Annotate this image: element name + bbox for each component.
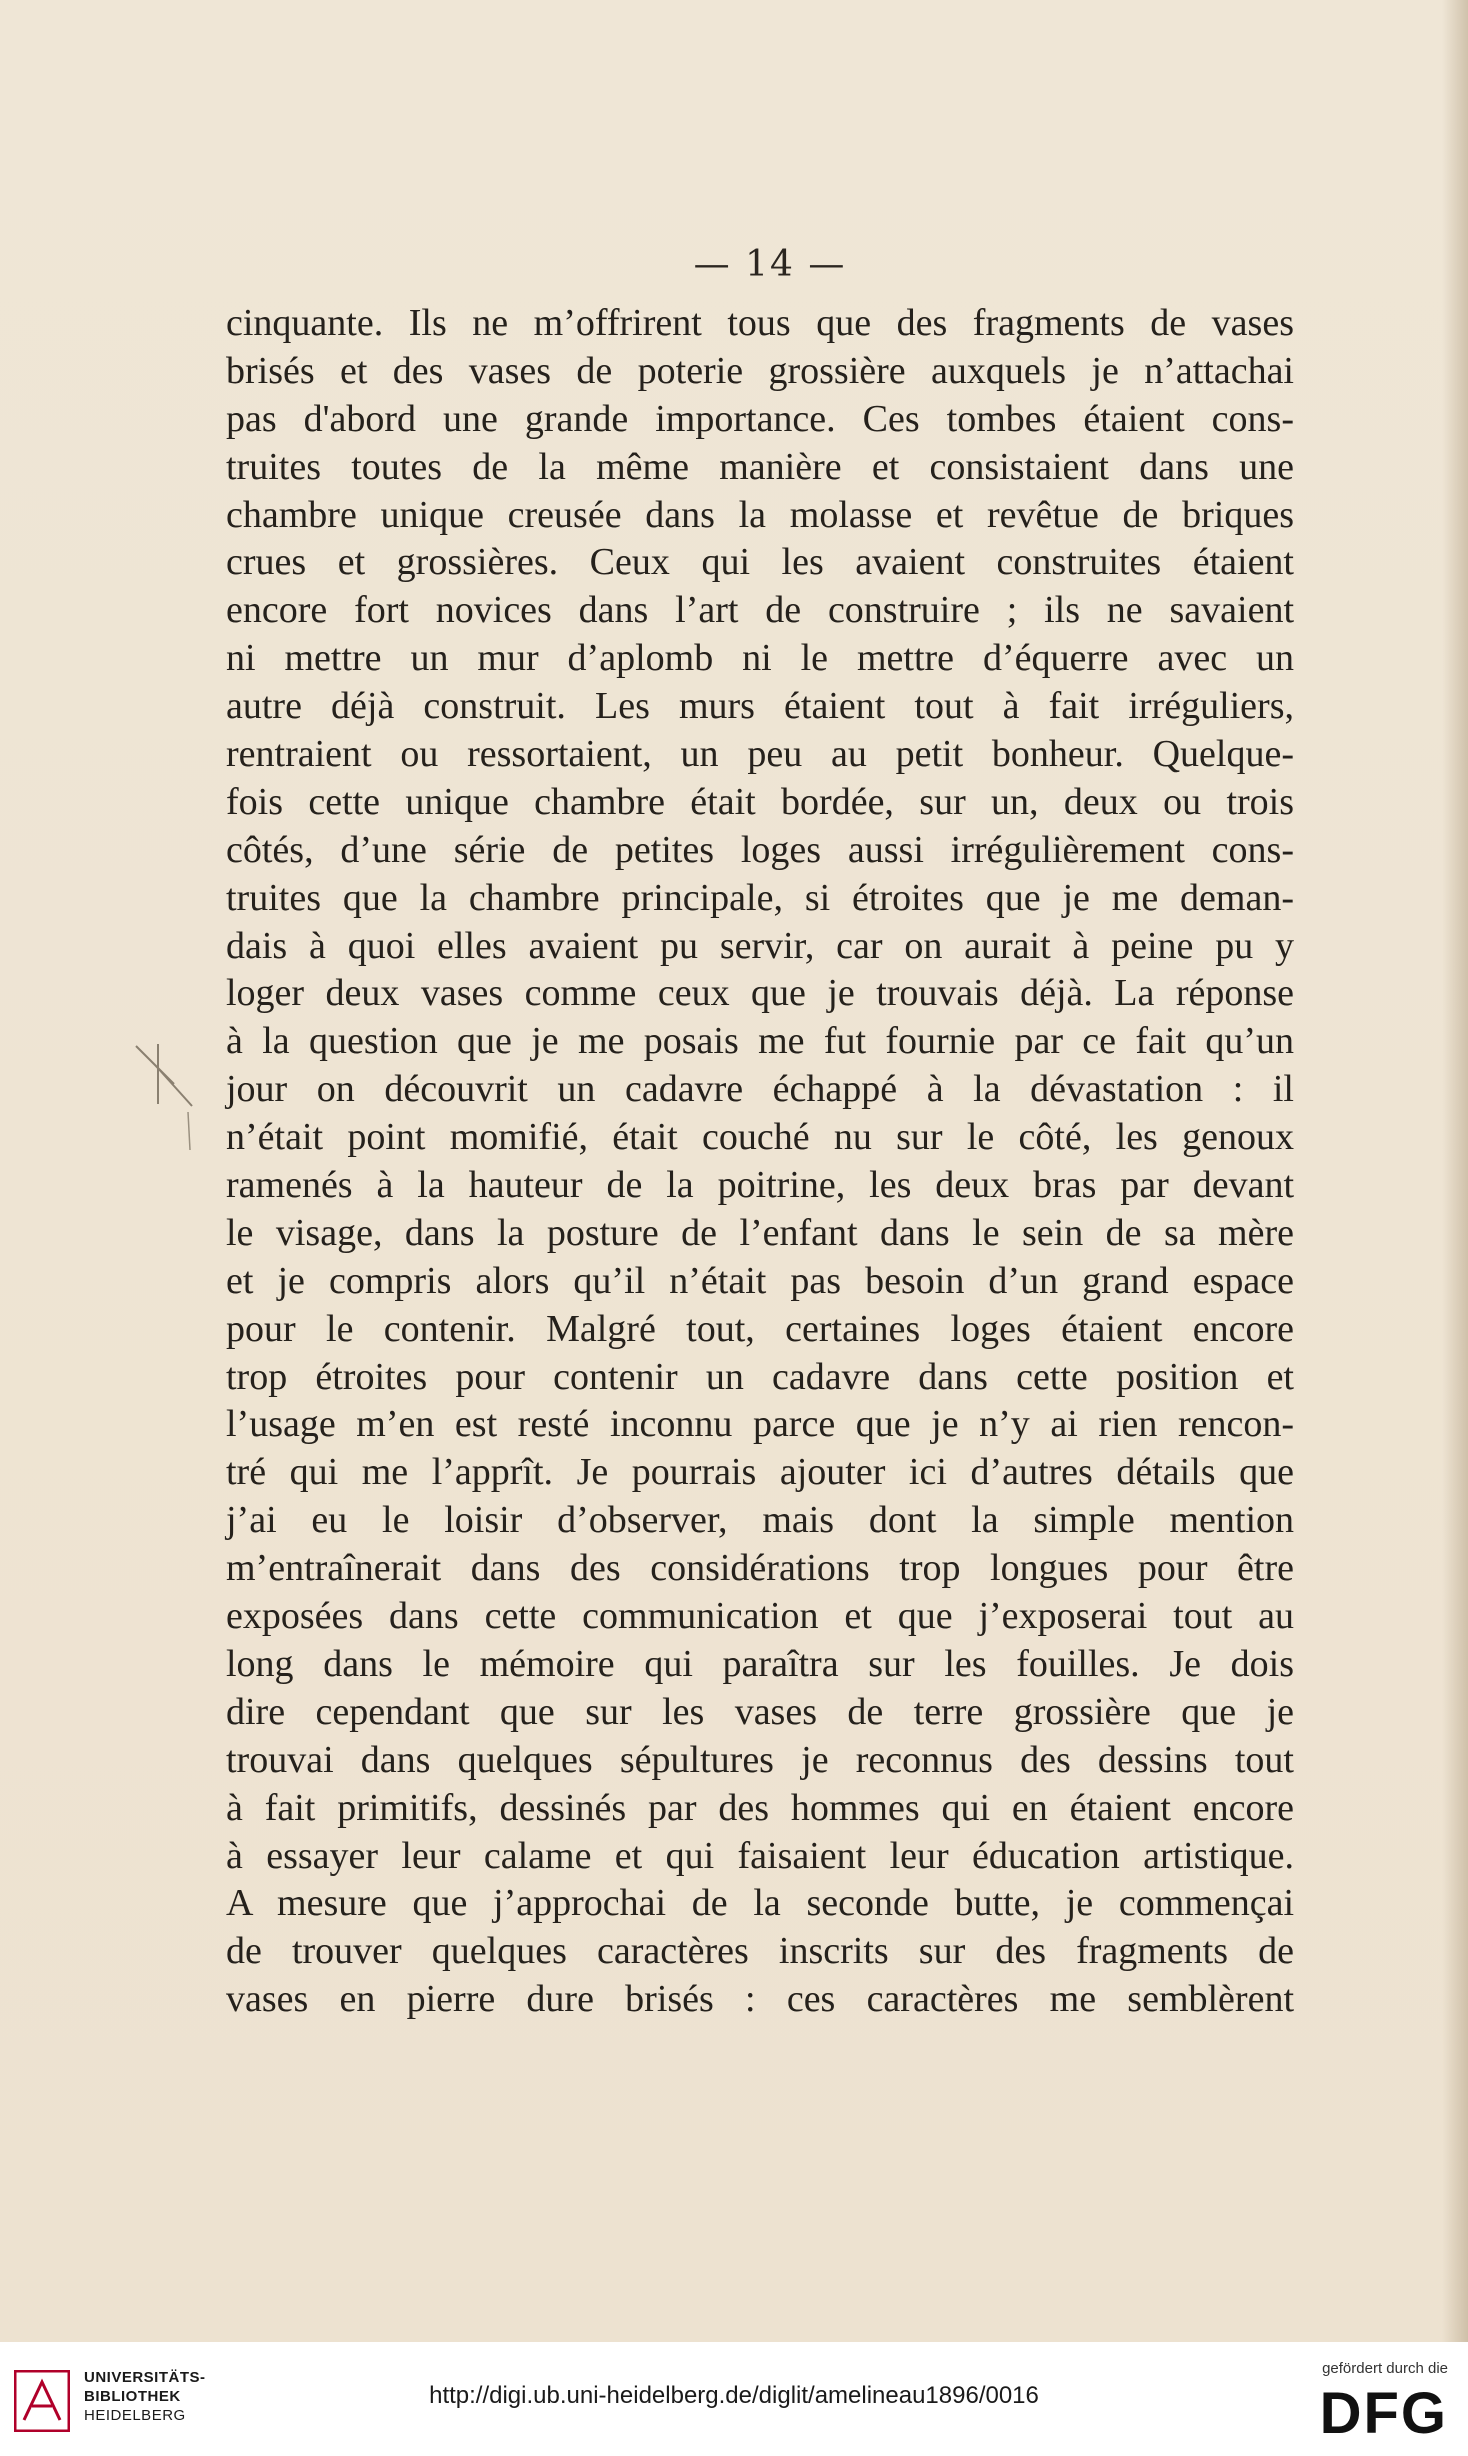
- text-line: cinquante. Ils ne m’offrirent tous que des fragments de vases: [226, 302, 1294, 344]
- text-line: j’ai eu le loisir d’observer, mais dont la simple mention: [226, 1499, 1294, 1542]
- text-line: ramenés à la hauteur de la poitrine, les deux bras par devant: [226, 1164, 1294, 1207]
- text-line: loger deux vases comme ceux que je trouvais déjà. La réponse: [226, 972, 1294, 1015]
- text-line: jour on découvrit un cadavre échappé à la dévastation : il: [226, 1068, 1294, 1111]
- text-line: trop étroites pour contenir un cadavre dans cette position et: [226, 1355, 1294, 1398]
- text-line: rentraient ou ressortaient, un peu au petit bonheur. Quelque-: [226, 733, 1294, 776]
- text-line: pas d'abord une grande importance. Ces tombes étaient cons-: [226, 397, 1294, 440]
- text-line: le visage, dans la posture de l’enfant dans le sein de sa mère: [226, 1211, 1294, 1254]
- text-line: à fait primitifs, dessinés par des hommes qui en étaient encore: [226, 1786, 1294, 1829]
- text-line: long dans le mémoire qui paraîtra sur les fouilles. Je dois: [226, 1642, 1294, 1685]
- text-line: côtés, d’une série de petites loges aussi irrégulièrement cons-: [226, 828, 1294, 871]
- text-line: truites toutes de la même manière et consistaient dans une: [226, 445, 1294, 488]
- text-line: à la question que je me posais me fut fournie par ce fait qu’un: [226, 1020, 1294, 1063]
- text-line: pour le contenir. Malgré tout, certaines loges étaient encore: [226, 1307, 1294, 1350]
- text-line: brisés et des vases de poterie grossière auxquels je n’attachai: [226, 349, 1294, 392]
- text-line: n’était point momifié, était couché nu sur le côté, les genoux: [226, 1116, 1294, 1159]
- text-line: A mesure que j’approchai de la seconde butte, je commençai: [226, 1882, 1294, 1925]
- text-line: m’entraînerait dans des considérations trop longues pour être: [226, 1547, 1294, 1590]
- funding-caption: gefördert durch die: [1322, 2360, 1448, 2377]
- text-line: vases en pierre dure brisés : ces caractères me semblèrent: [226, 1978, 1294, 2021]
- text-line: dais à quoi elles avaient pu servir, car on aurait à peine pu y: [226, 924, 1294, 967]
- text-line: dire cependant que sur les vases de terre grossière que je: [226, 1690, 1294, 1733]
- body-text: [226, 300, 1294, 2024]
- page-number: — 14 —: [693, 244, 847, 285]
- text-line: à essayer leur calame et qui faisaient leur éducation artistique.: [226, 1834, 1294, 1877]
- text-line: tré qui me l’apprît. Je pourrais ajouter ici d’autres détails que: [226, 1451, 1294, 1494]
- text-line: trouvai dans quelques sépultures je reconnus des dessins tout: [226, 1738, 1294, 1781]
- permalink[interactable]: http://digi.ub.uni-heidelberg.de/diglit/amelineau1896/0016: [429, 2382, 1039, 2409]
- text-line: chambre unique creusée dans la molasse et revêtue de briques: [226, 493, 1294, 536]
- dfg-logo: DFG: [1319, 2381, 1448, 2446]
- library-name-line: BIBLIOTHEK: [84, 2388, 181, 2405]
- text-line: fois cette unique chambre était bordée, sur un, deux ou trois: [226, 780, 1294, 823]
- text-line: et je compris alors qu’il n’était pas besoin d’un grand espace: [226, 1259, 1294, 1302]
- library-name-line: UNIVERSITÄTS-: [84, 2369, 206, 2386]
- footer-bar: [0, 2342, 1468, 2456]
- text-line: de trouver quelques caractères inscrits sur des fragments de: [226, 1930, 1294, 1973]
- text-line: encore fort novices dans l’art de construire ; ils ne savaient: [226, 589, 1294, 632]
- text-line: autre déjà construit. Les murs étaient tout à fait irréguliers,: [226, 685, 1294, 728]
- pencil-margin-mark-icon: [128, 1036, 208, 1156]
- text-line: ni mettre un mur d’aplomb ni le mettre d’équerre avec un: [226, 637, 1294, 680]
- text-line: truites que la chambre principale, si étroites que je me deman-: [226, 876, 1294, 919]
- text-line: l’usage m’en est resté inconnu parce que je n’y ai rien rencon-: [226, 1403, 1294, 1446]
- text-line: exposées dans cette communication et que j’exposerai tout au: [226, 1595, 1294, 1638]
- text-line: crues et grossières. Ceux qui les avaient construites étaient: [226, 541, 1294, 584]
- library-name-line: HEIDELBERG: [84, 2407, 186, 2424]
